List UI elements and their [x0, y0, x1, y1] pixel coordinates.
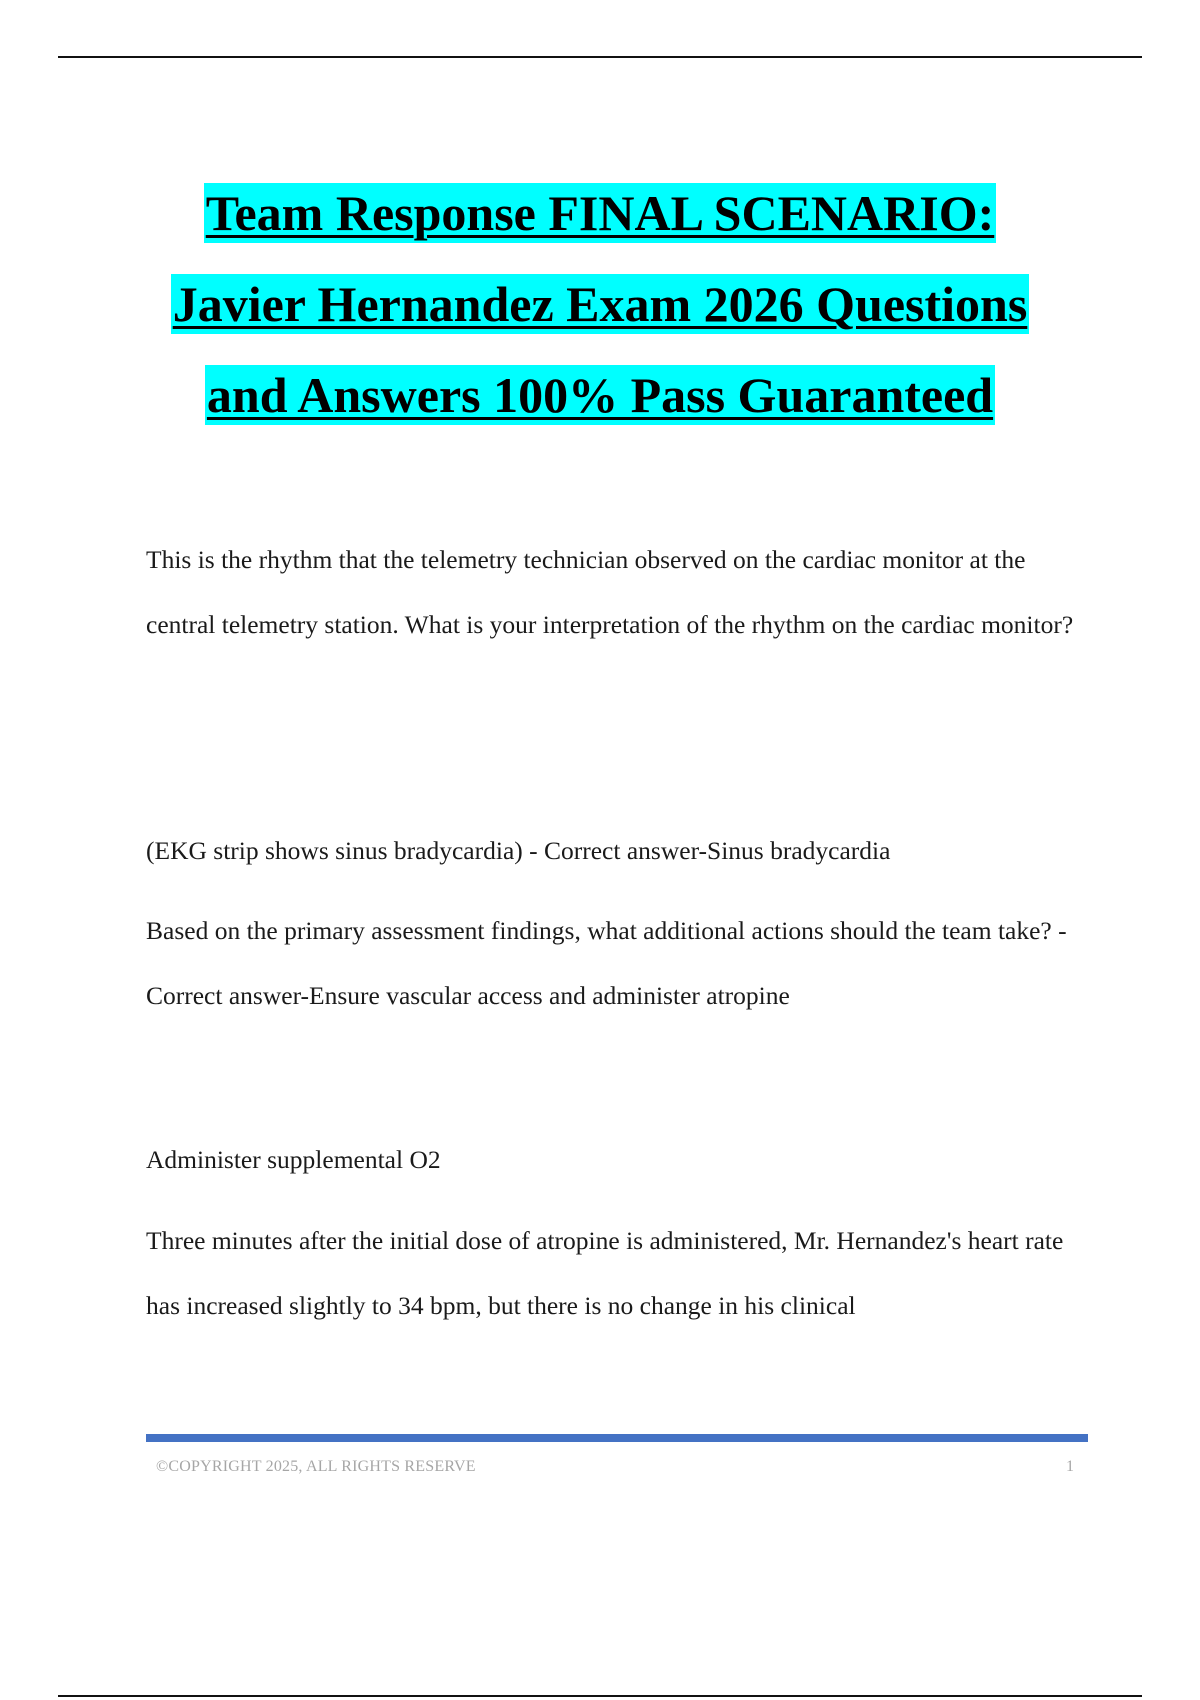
title-line-3-text: and Answers 100% Pass Guaranteed [206, 367, 994, 423]
title-line-1 [60, 180, 1140, 271]
question-rhythm-interpretation: This is the rhythm that the telemetry technician observed on the cardiac monitor at the central telemetry station. What is your interpretation of the rhythm on the cardiac monitor? [146, 545, 1074, 639]
scenario-atropine-followup: Three minutes after the initial dose of atropine is administered, Mr. Hernandez's heart rate has increased slightly to 34 bpm, but there is no change in his clinical [146, 1226, 1064, 1320]
footer-page-number: 1 [1066, 1458, 1074, 1475]
document-title [60, 180, 1140, 453]
footer-copyright: ©COPYRIGHT 2025, ALL RIGHTS RESERVE [156, 1458, 476, 1475]
answer-supplemental-o2: Administer supplemental O2 [146, 1145, 441, 1174]
answer-sinus-bradycardia: (EKG strip shows sinus bradycardia) - Correct answer-Sinus bradycardia [146, 836, 891, 865]
title-line-2 [60, 271, 1140, 362]
bottom-rule [58, 1695, 1142, 1697]
footer-divider-bar [146, 1434, 1088, 1442]
top-rule [58, 56, 1142, 58]
title-line-2-text: Javier Hernandez Exam 2026 Questions [172, 276, 1028, 332]
question-additional-actions: Based on the primary assessment findings, what additional actions should the team take? - Correct answer-Ensure vascular access and administer atropine [146, 916, 1067, 1010]
title-line-1-text: Team Response FINAL SCENARIO: [205, 185, 995, 241]
title-line-3 [60, 362, 1140, 453]
